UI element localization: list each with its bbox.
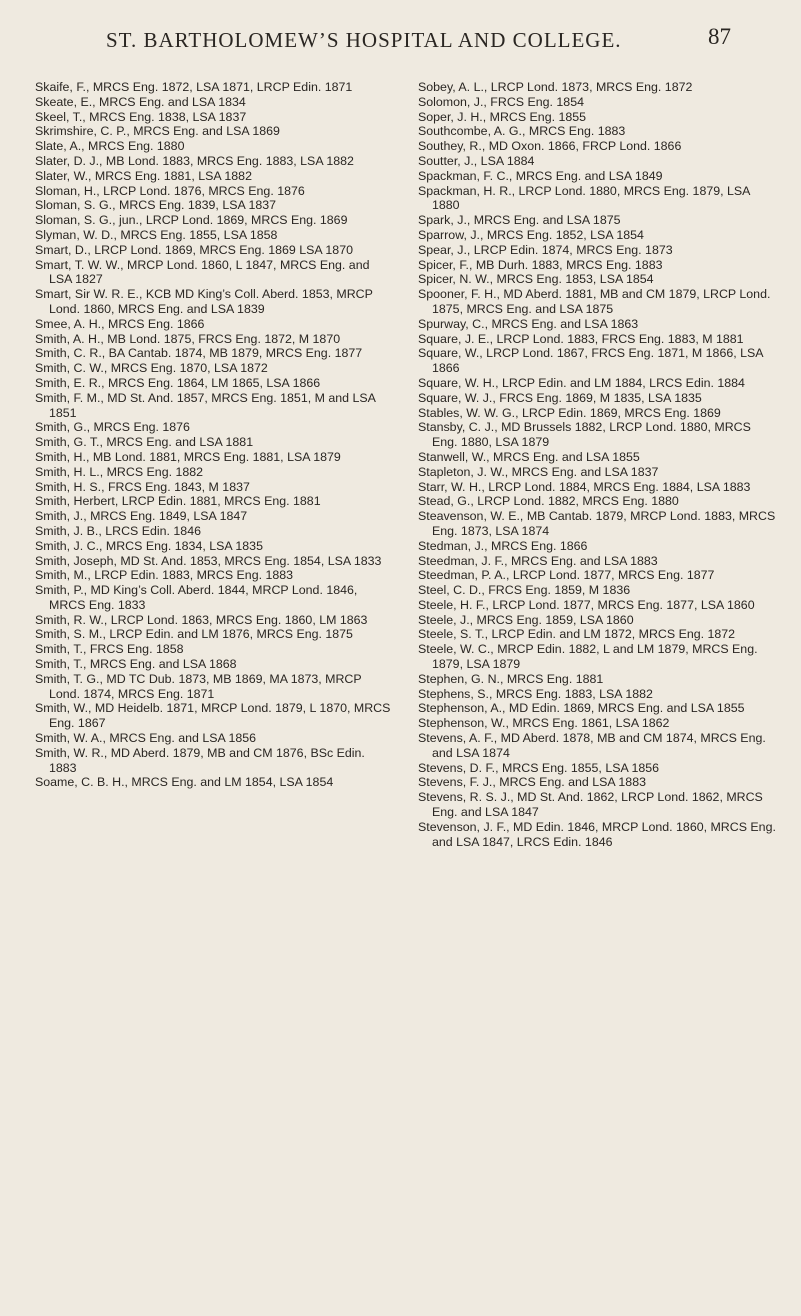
- register-entry: Stevenson, J. F., MD Edin. 1846, MRCP Lond. 1860, MRCS Eng. and LSA 1847, LRCS Edin. 1846: [418, 819, 776, 849]
- register-entry: Stevens, D. F., MRCS Eng. 1855, LSA 1856: [418, 760, 660, 775]
- register-entry: Sloman, S. G., MRCS Eng. 1839, LSA 1837: [35, 198, 277, 213]
- running-title: ST. BARTHOLOMEW’S HOSPITAL AND COLLEGE.: [106, 28, 622, 52]
- register-entry: Steele, W. C., MRCP Edin. 1882, L and LM 1879, MRCS Eng. 1879, LSA 1879: [418, 642, 758, 672]
- register-entry: Smith, W., MD Heidelb. 1871, MRCP Lond. 1879, L 1870, MRCS Eng. 1867: [35, 701, 391, 731]
- register-entry: Stephenson, W., MRCS Eng. 1861, LSA 1862: [418, 716, 670, 731]
- register-entry: Stephenson, A., MD Edin. 1869, MRCS Eng. and LSA 1855: [418, 701, 745, 716]
- register-entry: Stephen, G. N., MRCS Eng. 1881: [418, 671, 604, 686]
- register-entry: Smith, G., MRCS Eng. 1876: [35, 420, 190, 435]
- register-entry: Stevens, A. F., MD Aberd. 1878, MB and CM 1874, MRCS Eng. and LSA 1874: [418, 731, 766, 760]
- register-entry: Steedman, P. A., LRCP Lond. 1877, MRCS Eng. 1877: [418, 568, 715, 583]
- register-entry: Stevens, F. J., MRCS Eng. and LSA 1883: [418, 775, 646, 790]
- register-entry: Spackman, F. C., MRCS Eng. and LSA 1849: [418, 168, 663, 183]
- register-entry: Stansby, C. J., MD Brussels 1882, LRCP Lond. 1880, MRCS Eng. 1880, LSA 1879: [418, 420, 751, 450]
- register-entry: Smith, G. T., MRCS Eng. and LSA 1881: [35, 435, 254, 450]
- register-entry: Slyman, W. D., MRCS Eng. 1855, LSA 1858: [35, 227, 278, 242]
- left-column: [35, 80, 395, 790]
- register-entry: Stevens, R. S. J., MD St. And. 1862, LRCP Lond. 1862, MRCS Eng. and LSA 1847: [418, 790, 763, 820]
- register-entry: Smith, P., MD King’s Coll. Aberd. 1844, MRCP Lond. 1846, MRCS Eng. 1833: [35, 583, 358, 612]
- register-entry: Smith, C. R., BA Cantab. 1874, MB 1879, MRCS Eng. 1877: [35, 346, 363, 361]
- register-entry: Square, W., LRCP Lond. 1867, FRCS Eng. 1871, M 1866, LSA 1866: [418, 346, 763, 376]
- register-entry: Smith, R. W., LRCP Lond. 1863, MRCS Eng. 1860, LM 1863: [35, 612, 368, 627]
- register-entry: Square, W. H., LRCP Edin. and LM 1884, LRCS Edin. 1884: [418, 375, 745, 390]
- register-entry: Spear, J., LRCP Edin. 1874, MRCS Eng. 1873: [418, 242, 673, 257]
- register-entry: Smith, F. M., MD St. And. 1857, MRCS Eng. 1851, M and LSA 1851: [35, 390, 376, 420]
- register-entry: Steel, C. D., FRCS Eng. 1859, M 1836: [418, 583, 631, 598]
- register-entry: Square, J. E., LRCP Lond. 1883, FRCS Eng. 1883, M 1881: [418, 331, 744, 346]
- register-entry: Smith, T. G., MD TC Dub. 1873, MB 1869, MA 1873, MRCP Lond. 1874, MRCS Eng. 1871: [35, 671, 362, 701]
- register-entry: Southey, R., MD Oxon. 1866, FRCP Lond. 1866: [418, 139, 682, 154]
- register-entry: Skeel, T., MRCS Eng. 1838, LSA 1837: [35, 109, 247, 124]
- register-entry: Soutter, J., LSA 1884: [418, 153, 535, 168]
- register-entry: Stedman, J., MRCS Eng. 1866: [418, 538, 588, 553]
- register-entry: Stanwell, W., MRCS Eng. and LSA 1855: [418, 449, 640, 464]
- register-entry: Sloman, H., LRCP Lond. 1876, MRCS Eng. 1876: [35, 183, 305, 198]
- register-entry: Smart, T. W. W., MRCP Lond. 1860, L 1847, MRCS Eng. and LSA 1827: [35, 257, 370, 287]
- register-entry: Steele, H. F., LRCP Lond. 1877, MRCS Eng. 1877, LSA 1860: [418, 597, 755, 612]
- register-entry: Smith, J. B., LRCS Edin. 1846: [35, 523, 201, 538]
- register-entry: Sparrow, J., MRCS Eng. 1852, LSA 1854: [418, 227, 644, 242]
- register-entry: Smart, Sir W. R. E., KCB MD King’s Coll. Aberd. 1853, MRCP Lond. 1860, MRCS Eng. and LSA 1839: [35, 287, 373, 316]
- register-entry: Smith, T., FRCS Eng. 1858: [35, 642, 184, 657]
- register-entry: Slate, A., MRCS Eng. 1880: [35, 139, 185, 154]
- register-entry: Steavenson, W. E., MB Cantab. 1879, MRCP Lond. 1883, MRCS Eng. 1873, LSA 1874: [418, 509, 776, 538]
- register-entry: Slater, D. J., MB Lond. 1883, MRCS Eng. 1883, LSA 1882: [35, 153, 354, 168]
- register-entry: Smart, D., LRCP Lond. 1869, MRCS Eng. 1869 LSA 1870: [35, 242, 353, 257]
- register-entry: Steele, J., MRCS Eng. 1859, LSA 1860: [418, 612, 634, 627]
- register-entry: Spurway, C., MRCS Eng. and LSA 1863: [418, 316, 639, 331]
- register-entry: Stephens, S., MRCS Eng. 1883, LSA 1882: [418, 686, 653, 701]
- register-entry: Southcombe, A. G., MRCS Eng. 1883: [418, 124, 626, 139]
- register-entry: Smith, W. R., MD Aberd. 1879, MB and CM 1876, BSc Edin. 1883: [35, 745, 365, 775]
- register-entry: Soper, J. H., MRCS Eng. 1855: [418, 109, 587, 124]
- register-entry: Steedman, J. F., MRCS Eng. and LSA 1883: [418, 553, 658, 568]
- register-entry: Starr, W. H., LRCP Lond. 1884, MRCS Eng. 1884, LSA 1883: [418, 479, 751, 494]
- register-entry: Stables, W. W. G., LRCP Edin. 1869, MRCS Eng. 1869: [418, 405, 721, 420]
- register-entry: Skrimshire, C. P., MRCS Eng. and LSA 1869: [35, 124, 280, 139]
- register-entry: Smith, S. M., LRCP Edin. and LM 1876, MRCS Eng. 1875: [35, 627, 353, 642]
- right-column: [418, 80, 778, 849]
- register-entry: Smith, C. W., MRCS Eng. 1870, LSA 1872: [35, 361, 268, 376]
- register-entry: Smith, E. R., MRCS Eng. 1864, LM 1865, LSA 1866: [35, 375, 321, 390]
- register-entry: Smee, A. H., MRCS Eng. 1866: [35, 316, 205, 331]
- register-entry: Smith, J., MRCS Eng. 1849, LSA 1847: [35, 509, 248, 524]
- register-entry: Smith, M., LRCP Edin. 1883, MRCS Eng. 1883: [35, 568, 294, 583]
- register-entry: Smith, H. L., MRCS Eng. 1882: [35, 464, 204, 479]
- register-entry: Sloman, S. G., jun., LRCP Lond. 1869, MRCS Eng. 1869: [35, 213, 348, 228]
- register-entry: Spark, J., MRCS Eng. and LSA 1875: [418, 213, 621, 228]
- register-entry: Square, W. J., FRCS Eng. 1869, M 1835, LSA 1835: [418, 390, 702, 405]
- page-header: [0, 18, 801, 58]
- register-entry: Spackman, H. R., LRCP Lond. 1880, MRCS Eng. 1879, LSA 1880: [418, 183, 750, 213]
- register-entry: Spicer, N. W., MRCS Eng. 1853, LSA 1854: [418, 272, 654, 287]
- register-entry: Smith, T., MRCS Eng. and LSA 1868: [35, 657, 237, 672]
- register-entry: Skeate, E., MRCS Eng. and LSA 1834: [35, 94, 246, 109]
- register-entry: Smith, H. S., FRCS Eng. 1843, M 1837: [35, 479, 250, 494]
- register-entry: Smith, Herbert, LRCP Edin. 1881, MRCS Eng. 1881: [35, 494, 321, 509]
- register-entry: Slater, W., MRCS Eng. 1881, LSA 1882: [35, 168, 252, 183]
- register-entry: Smith, J. C., MRCS Eng. 1834, LSA 1835: [35, 538, 263, 553]
- register-entry: Soame, C. B. H., MRCS Eng. and LM 1854, LSA 1854: [35, 775, 334, 790]
- page-number: 87: [708, 24, 731, 49]
- register-entry: Smith, A. H., MB Lond. 1875, FRCS Eng. 1872, M 1870: [35, 331, 341, 346]
- register-entry: Stapleton, J. W., MRCS Eng. and LSA 1837: [418, 464, 659, 479]
- register-entry: Smith, Joseph, MD St. And. 1853, MRCS Eng. 1854, LSA 1833: [35, 553, 382, 568]
- register-entry: Spicer, F., MB Durh. 1883, MRCS Eng. 1883: [418, 257, 663, 272]
- register-entry: Spooner, F. H., MD Aberd. 1881, MB and CM 1879, LRCP Lond. 1875, MRCS Eng. and LSA 1875: [418, 287, 771, 316]
- register-entry: Sobey, A. L., LRCP Lond. 1873, MRCS Eng. 1872: [418, 80, 693, 94]
- register-entry: Steele, S. T., LRCP Edin. and LM 1872, MRCS Eng. 1872: [418, 627, 736, 642]
- register-entry: Smith, H., MB Lond. 1881, MRCS Eng. 1881, LSA 1879: [35, 449, 341, 464]
- register-entry: Skaife, F., MRCS Eng. 1872, LSA 1871, LRCP Edin. 1871: [35, 80, 353, 94]
- register-entry: Smith, W. A., MRCS Eng. and LSA 1856: [35, 731, 257, 746]
- register-entry: Solomon, J., FRCS Eng. 1854: [418, 94, 584, 109]
- register-entry: Stead, G., LRCP Lond. 1882, MRCS Eng. 1880: [418, 494, 679, 509]
